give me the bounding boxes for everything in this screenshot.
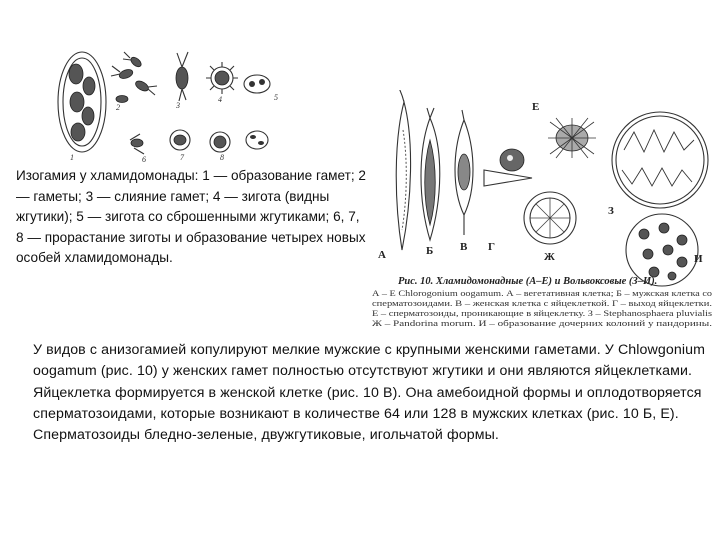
stage-label: 6 <box>142 155 146 164</box>
isogamy-caption: Изогамия у хламидомонады: 1 — образование гамет; 2 — гаметы; 3 — слияние гамет; 4 — зигота (видны жгутики); 5 — зигота со сброшенными жгутиками; 6, 7, 8 — прорастание зиготы и образование четырех новых особей хламидомонады. <box>16 168 366 265</box>
stage-label: 3 <box>176 101 180 110</box>
zygote-illustration <box>206 62 238 94</box>
stage-label: 1 <box>70 153 74 162</box>
stage-label: 5 <box>274 93 278 102</box>
stage-label: 8 <box>220 153 224 162</box>
figure-10-caption-line: А – Е Chlorogonium oogamum. А – вегетативная клетка; Б – мужская клетка со <box>372 288 712 298</box>
figure-10-title: Рис. 10. Хламидомонадные (А–Е) и Вольвоксовые (З–И). <box>398 276 658 287</box>
mother-cell-illustration <box>58 52 106 152</box>
gamete-fusion-illustration <box>176 52 188 101</box>
panel-label-e: Е <box>532 101 540 113</box>
panel-label-v: В <box>460 241 468 253</box>
panel-label-a: А <box>378 249 386 261</box>
panel-label-z: З <box>608 205 614 217</box>
panel-b-male-cell <box>421 108 440 240</box>
free-gametes-illustration <box>111 52 157 103</box>
isogamy-figure <box>52 44 282 164</box>
panel-v-female-cell <box>455 110 473 235</box>
panel-zh-pandorina <box>524 192 576 244</box>
panel-e-sperm-entry <box>548 118 596 158</box>
panel-z-stephanosphaera <box>612 112 708 208</box>
stage-label: 2 <box>116 103 120 112</box>
panel-label-zh: Ж <box>544 251 555 263</box>
figure-10-caption-line: сперматозоидами. В – женская клетка с яйцеклеткой. Г – выход яйцеклетки. <box>372 298 712 308</box>
figure-10-caption-line: Е – сперматозоиды, проникающие в яйцеклетку. З – Stephanosphaera pluvialis <box>372 308 713 318</box>
panel-label-i: И <box>694 253 703 265</box>
figure-10 <box>372 90 720 334</box>
stage-label: 7 <box>180 153 184 162</box>
anisogamy-paragraph: У видов с анизогамией копулируют мелкие мужские с крупными женскими гаметами. У Chlowgonium oogamum (рис. 10) у женских гамет полностью отсутствуют жгутики и они являются яйцеклетками. Яйцеклетка формируется в женской клетке (рис. 10 В). Она амебоидной формы и оплодотворяется сперматозоидами, которые возникают в количестве 64 или 128 в мужских клетках (рис. 10 Б, Е). Сперматозоиды бледно-зеленые, двужгутиковые, игольчатой формы. <box>33 342 706 444</box>
panel-g-egg-release <box>484 149 532 186</box>
stage-label: 4 <box>218 95 222 104</box>
figure-10-caption-line: Ж – Pandorina morum. И – образование дочерних колоний у пандорины. <box>372 318 712 328</box>
panel-a-vegetative-cell <box>396 90 410 250</box>
panel-label-g: Г <box>488 241 495 253</box>
panel-label-b: Б <box>426 245 434 257</box>
